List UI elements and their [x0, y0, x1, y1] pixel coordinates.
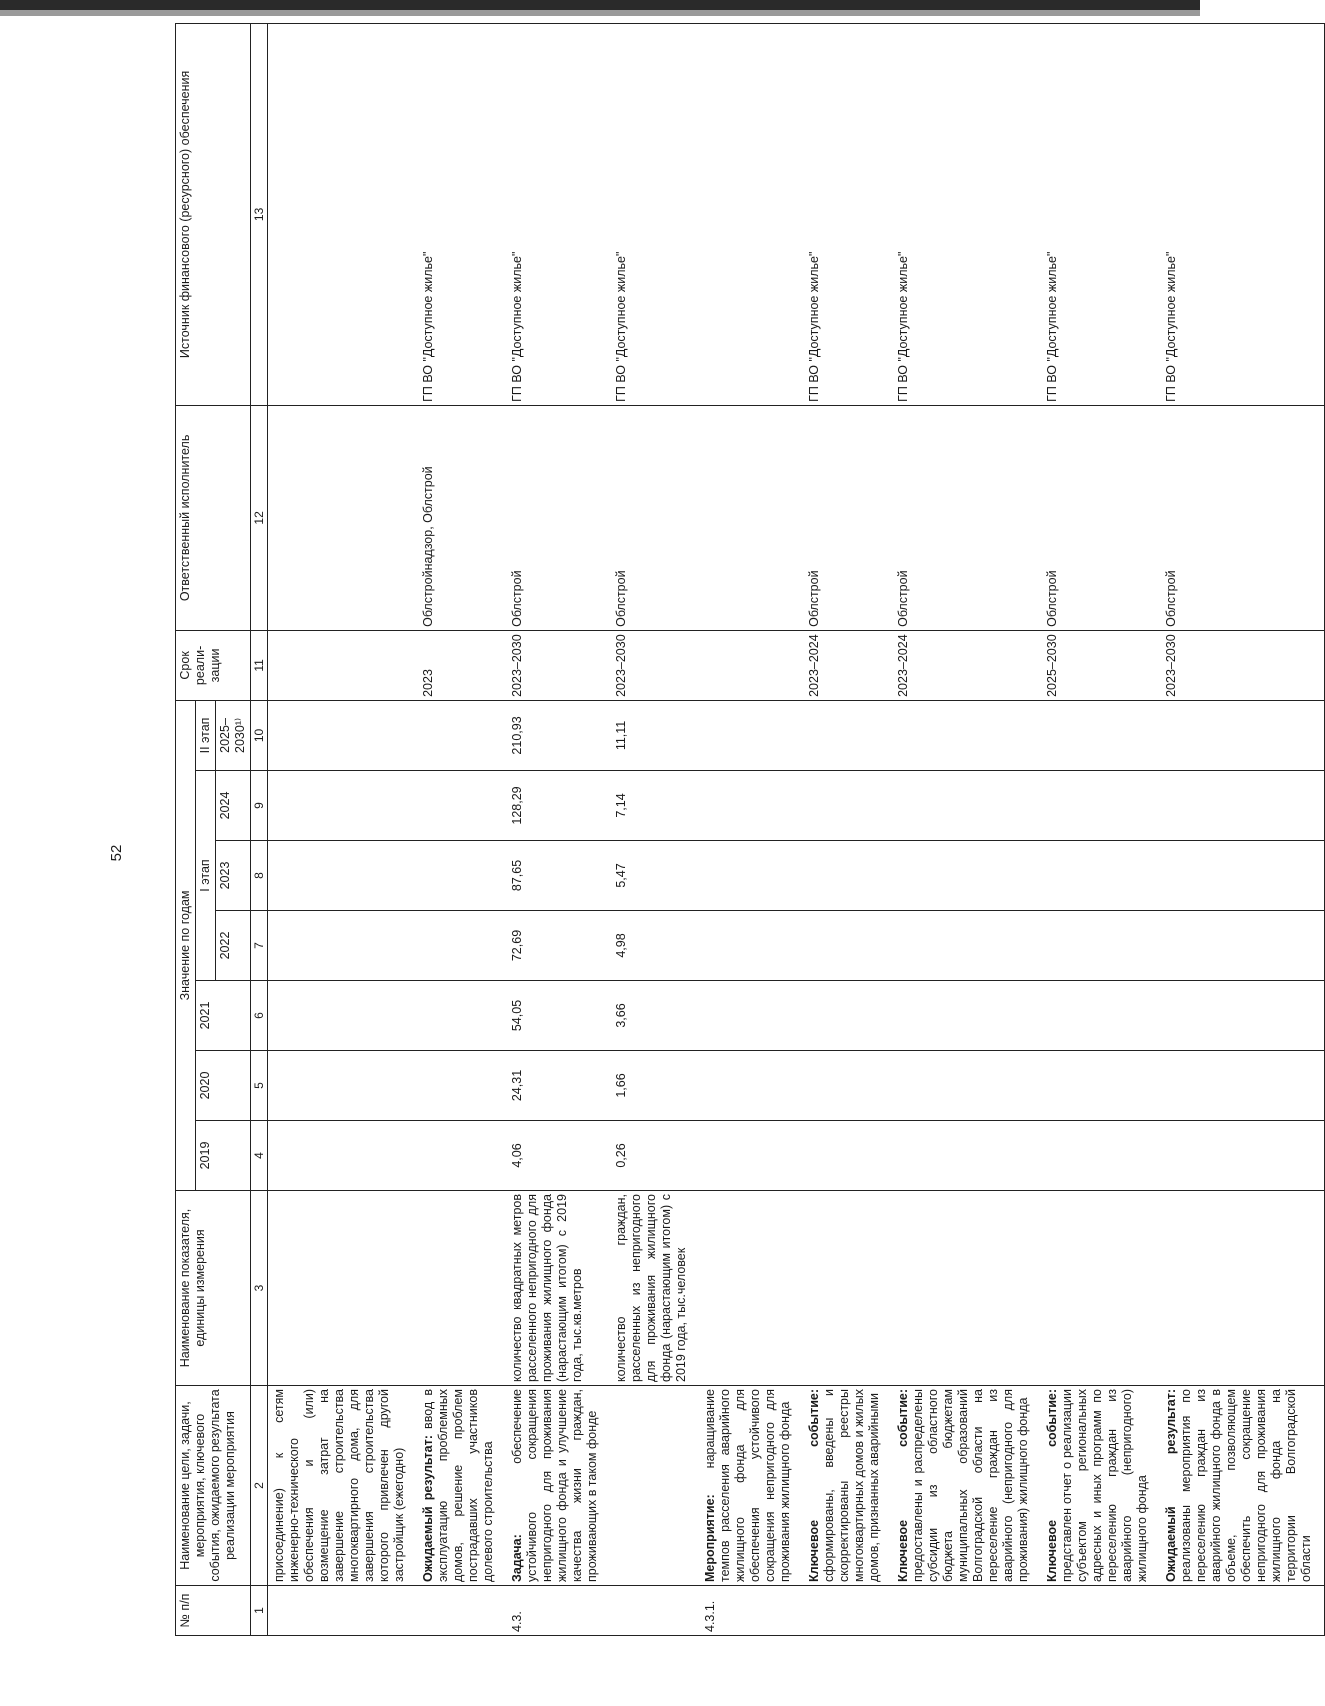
col-number: 9: [251, 771, 268, 841]
value-2021: 54,05: [506, 981, 610, 1051]
value-2024: [1041, 771, 1160, 841]
value-2022: [1160, 911, 1325, 981]
value-2023: [1160, 841, 1325, 911]
header-year-2020: 2020: [196, 1051, 251, 1121]
responsible-executor: Облстройнадзор, Облстрой: [417, 405, 506, 630]
row-number: [1160, 1586, 1325, 1636]
header-year-2023: 2023: [216, 841, 251, 911]
implementation-term: [699, 630, 803, 700]
implementation-term: 2023–2030: [610, 630, 699, 700]
value-2020: [892, 1051, 1041, 1121]
value-2021: [892, 981, 1041, 1051]
page-number: 52: [108, 844, 125, 862]
row-text: обеспечение устойчивого сокращения непригодного для проживания жилищного фонда и улучшение качества жизни граждан, проживающих в таком фонде: [510, 1389, 600, 1582]
value-2019: 0,26: [610, 1121, 699, 1191]
responsible-executor: Облстрой: [1041, 405, 1160, 630]
value-2025-2030: [1160, 700, 1325, 770]
value-2019: [268, 1121, 418, 1191]
implementation-term: 2023–2030: [506, 630, 610, 700]
header-stage-2: II этап: [196, 700, 216, 770]
value-2024: [699, 771, 803, 841]
value-2021: [1160, 981, 1325, 1051]
header-year-2019: 2019: [196, 1121, 251, 1191]
table-row: [268, 23, 418, 1635]
value-2024: [803, 771, 892, 841]
value-2019: 4,06: [506, 1121, 610, 1191]
col-number: 8: [251, 841, 268, 911]
header-source: Источник финансового (ресурсного) обеспечения: [176, 23, 251, 405]
col-number: 3: [251, 1191, 268, 1386]
row-description: [268, 1386, 418, 1586]
row-description: [803, 1386, 892, 1586]
value-2021: [1041, 981, 1160, 1051]
column-numbers-row: [251, 23, 268, 1635]
value-2021: [699, 981, 803, 1051]
row-text: ввод в эксплуатацию проблемных домов, решение проблем пострадавших участников долевого строительства: [421, 1389, 496, 1582]
value-2022: 4,98: [610, 911, 699, 981]
implementation-term: 2023–2030: [1160, 630, 1325, 700]
value-2024: [417, 771, 506, 841]
header-indicator: Наименование показателя, единицы измерения: [176, 1191, 251, 1386]
col-number: 6: [251, 981, 268, 1051]
row-number: [1041, 1586, 1160, 1636]
indicator-name: [892, 1191, 1041, 1386]
indicator-name: количество квадратных метров расселенного непригодного для проживания жилищного фонда (нарастающим итогом) с 2019 года, тыс.кв.метров: [506, 1191, 610, 1386]
value-2023: [699, 841, 803, 911]
value-2020: [268, 1051, 418, 1121]
header-values-group: Значение по годам: [176, 700, 196, 1190]
value-2020: [1160, 1051, 1325, 1121]
table-row: [1160, 23, 1325, 1635]
row-label: Ожидаемый результат:: [1164, 1389, 1179, 1582]
funding-source: ГП ВО "Доступное жилье": [610, 23, 699, 405]
row-label: Ключевое событие:: [807, 1389, 822, 1582]
value-2025-2030: [268, 700, 418, 770]
row-number: [417, 1586, 506, 1636]
value-2021: [417, 981, 506, 1051]
responsible-executor: Облстрой: [610, 405, 699, 630]
col-number: 2: [251, 1386, 268, 1586]
header-stage-1: I этап: [196, 771, 216, 981]
responsible-executor: Облстрой: [892, 405, 1041, 630]
implementation-term: 2023: [417, 630, 506, 700]
value-2025-2030: [699, 700, 803, 770]
value-2022: [1041, 911, 1160, 981]
value-2020: 24,31: [506, 1051, 610, 1121]
row-label: Ключевое событие:: [896, 1389, 911, 1582]
responsible-executor: Облстрой: [506, 405, 610, 630]
value-2023: [1041, 841, 1160, 911]
table-row: [699, 23, 803, 1635]
value-2022: [892, 911, 1041, 981]
value-2022: [803, 911, 892, 981]
row-text: наращивание темпов расселения аварийного жилищного фонда для обеспечения устойчивого сокращения непригодного для проживания жилищного фонда: [703, 1389, 793, 1582]
value-2024: [1160, 771, 1325, 841]
value-2025-2030: [417, 700, 506, 770]
indicator-name: [1160, 1191, 1325, 1386]
value-2025-2030: [803, 700, 892, 770]
row-label: Мероприятие:: [703, 1494, 718, 1582]
value-2025-2030: 210,93: [506, 700, 610, 770]
implementation-term: 2025–2030: [1041, 630, 1160, 700]
row-number: [610, 1586, 699, 1636]
indicator-name: [1041, 1191, 1160, 1386]
responsible-executor: Облстрой: [1160, 405, 1325, 630]
header-term: Срок реали-зации: [176, 630, 251, 700]
implementation-term: [268, 630, 418, 700]
funding-source: ГП ВО "Доступное жилье": [417, 23, 506, 405]
responsible-executor: Облстрой: [803, 405, 892, 630]
responsible-executor: [268, 405, 418, 630]
table-row: [803, 23, 892, 1635]
value-2025-2030: 11,11: [610, 700, 699, 770]
col-number: 7: [251, 911, 268, 981]
value-2024: [268, 771, 418, 841]
row-description: [506, 1386, 610, 1586]
header-year-2021: 2021: [196, 981, 251, 1051]
value-2025-2030: [1041, 700, 1160, 770]
row-number: [892, 1586, 1041, 1636]
col-number: 11: [251, 630, 268, 700]
value-2019: [1041, 1121, 1160, 1191]
row-number: 4.3.: [506, 1586, 610, 1636]
value-2022: [417, 911, 506, 981]
col-number: 1: [251, 1586, 268, 1636]
program-table: [175, 23, 1325, 1636]
indicator-name: количество граждан, расселенных из непригодного для проживания жилищного фонда (нарастающим итогом) с 2019 года, тыс.человек: [610, 1191, 699, 1386]
col-number: 4: [251, 1121, 268, 1191]
table-row: [892, 23, 1041, 1635]
col-number: 13: [251, 23, 268, 405]
header-executor: Ответственный исполнитель: [176, 405, 251, 630]
value-2019: [803, 1121, 892, 1191]
row-label: Ожидаемый результат:: [421, 1435, 436, 1582]
value-2023: [417, 841, 506, 911]
indicator-name: [268, 1191, 418, 1386]
value-2019: [417, 1121, 506, 1191]
col-number: 5: [251, 1051, 268, 1121]
value-2019: [1160, 1121, 1325, 1191]
row-description: [610, 1386, 699, 1586]
value-2024: 7,14: [610, 771, 699, 841]
implementation-term: 2023–2024: [892, 630, 1041, 700]
header-year-2022: 2022: [216, 911, 251, 981]
header-year-2024: 2024: [216, 771, 251, 841]
funding-source: ГП ВО "Доступное жилье": [892, 23, 1041, 405]
row-label: Ключевое событие:: [1045, 1389, 1060, 1582]
header-num: № п/п: [176, 1586, 251, 1636]
row-number: 4.3.1.: [699, 1586, 803, 1636]
indicator-name: [417, 1191, 506, 1386]
value-2021: 3,66: [610, 981, 699, 1051]
table-row: [417, 23, 506, 1635]
funding-source: [268, 23, 418, 405]
value-2023: 87,65: [506, 841, 610, 911]
value-2020: [1041, 1051, 1160, 1121]
row-text: предоставлены и распределены субсидии из областного бюджета бюджетам муниципальных образований Волгоградской области на переселение граждан из аварийного (непригодного для проживания) жилищного фонда: [911, 1389, 1031, 1582]
value-2024: 128,29: [506, 771, 610, 841]
funding-source: ГП ВО "Доступное жилье": [1160, 23, 1325, 405]
value-2023: [892, 841, 1041, 911]
row-description: [699, 1386, 803, 1586]
value-2020: [417, 1051, 506, 1121]
table-row: [506, 23, 610, 1635]
table-row: [610, 23, 699, 1635]
table-row: [1041, 23, 1160, 1635]
row-text: сформированы, введены и скорректированы реестры многоквартирных домов и жилых домов, признанных аварийными: [822, 1389, 882, 1582]
col-number: 12: [251, 405, 268, 630]
header-name: Наименование цели, задачи, мероприятия, ключевого события, ожидаемого результата реализации мероприятия: [176, 1386, 251, 1586]
row-description: [1160, 1386, 1325, 1586]
row-description: [417, 1386, 506, 1586]
indicator-name: [803, 1191, 892, 1386]
row-number: [268, 1586, 418, 1636]
row-description: [1041, 1386, 1160, 1586]
row-text: присоединение) к сетям инженерно-технического обеспечения и (или) возмещение затрат на завершение строительства многоквартирного дома, для завершения строительства которого привлечен другой застройщик (ежегодно): [272, 1389, 407, 1582]
row-text: реализованы мероприятия по переселению граждан из аварийного жилищного фонда в объеме, позволяющем обеспечить сокращение непригодного для проживания жилищного фонда на территории Волгоградской области: [1179, 1389, 1314, 1582]
value-2022: 72,69: [506, 911, 610, 981]
value-2021: [268, 981, 418, 1051]
value-2022: [268, 911, 418, 981]
value-2024: [892, 771, 1041, 841]
header-year-2025-2030: 2025–2030¹⁾: [216, 700, 251, 770]
value-2019: [892, 1121, 1041, 1191]
value-2020: 1,66: [610, 1051, 699, 1121]
responsible-executor: [699, 405, 803, 630]
funding-source: ГП ВО "Доступное жилье": [803, 23, 892, 405]
row-number: [803, 1586, 892, 1636]
value-2022: [699, 911, 803, 981]
value-2020: [803, 1051, 892, 1121]
funding-source: ГП ВО "Доступное жилье": [506, 23, 610, 405]
row-text: представлен отчет о реализации субъектом региональных адресных и иных программ по переселению граждан из аварийного (непригодного) жилищного фонда: [1060, 1389, 1150, 1582]
value-2023: [803, 841, 892, 911]
indicator-name: [699, 1191, 803, 1386]
col-number: 10: [251, 700, 268, 770]
table-body: [268, 23, 1325, 1635]
value-2021: [803, 981, 892, 1051]
value-2023: [268, 841, 418, 911]
funding-source: ГП ВО "Доступное жилье": [1041, 23, 1160, 405]
row-label: Задача:: [510, 1534, 525, 1582]
value-2023: 5,47: [610, 841, 699, 911]
implementation-term: 2023–2024: [803, 630, 892, 700]
row-description: [892, 1386, 1041, 1586]
value-2019: [699, 1121, 803, 1191]
table-header: [176, 23, 268, 1635]
value-2020: [699, 1051, 803, 1121]
funding-source: [699, 23, 803, 405]
value-2025-2030: [892, 700, 1041, 770]
